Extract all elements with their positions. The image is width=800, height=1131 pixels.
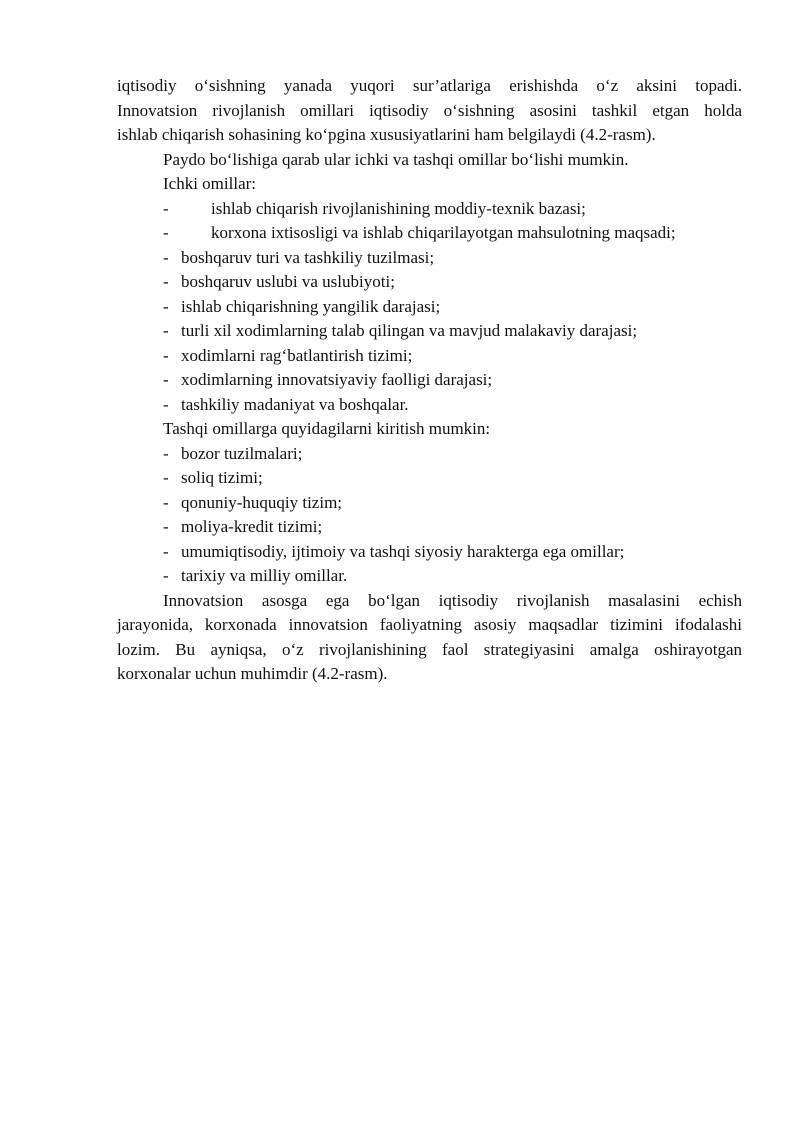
list-item-text: xodimlarni rag‘batlantirish tizimi; — [181, 345, 413, 365]
list-item — [117, 295, 742, 320]
list-dash: - — [163, 345, 169, 365]
list-item-text: boshqaruv turi va tashkiliy tuzilmasi; — [181, 247, 435, 267]
list-item-text: xodimlarning innovatsiyaviy faolligi darajasi; — [181, 370, 493, 389]
list-item — [117, 368, 742, 393]
list-dash: - — [163, 517, 169, 536]
paragraph-text: Paydo bo‘lishiga qarab ular ichki va tashqi omillar bo‘lishi mumkin. — [163, 149, 629, 169]
list-dash: - — [163, 394, 169, 414]
list-item-text: ishlab chiqarish rivojlanishining moddiy-texnik bazasi; — [211, 198, 586, 218]
paragraph-line: jarayonida, korxonada innovatsion faoliyatning asosiy maqsadlar tizimini ifodalashi — [117, 615, 742, 634]
list-item-text: bozor tuzilmalari; — [181, 443, 303, 463]
list-item — [117, 221, 742, 246]
list-dash: - — [163, 247, 169, 267]
list-item — [117, 197, 742, 222]
list-dash: - — [163, 296, 169, 316]
external-factors-heading: Tashqi omillarga quyidagilarni kiritish mumkin: — [163, 419, 491, 438]
paragraph-line: lozim. Bu ayniqsa, o‘z rivojlanishining faol strategiyasini amalga oshirayotgan — [117, 639, 742, 659]
list-item — [117, 319, 742, 344]
list-dash: - — [163, 443, 169, 463]
list-dash: - — [163, 370, 169, 389]
list-dash: - — [163, 272, 169, 291]
list-item-text: boshqaruv uslubi va uslubiyoti; — [181, 272, 395, 291]
list-item-text: tashkiliy madaniyat va boshqalar. — [181, 394, 409, 414]
list-item-text: qonuniy-huquqiy tizim; — [181, 492, 343, 512]
list-dash: - — [163, 321, 169, 340]
paragraph-line: ishlab chiqarish sohasining ko‘pgina xususiyatlarini ham belgilaydi (4.2-rasm). — [117, 125, 656, 144]
list-item — [117, 491, 742, 516]
paragraph-line: Innovatsion rivojlanish omillari iqtisodiy o‘sishning asosini tashkil etgan holda — [117, 100, 742, 120]
list-dash: - — [163, 223, 169, 242]
list-dash: - — [163, 566, 169, 585]
list-item — [117, 270, 742, 295]
list-item — [117, 515, 742, 540]
list-item-text: turli xil xodimlarning talab qilingan va mavjud malakaviy darajasi; — [181, 321, 638, 340]
list-dash: - — [163, 198, 169, 218]
list-dash: - — [163, 468, 169, 487]
list-item-text: umumiqtisodiy, ijtimoiy va tashqi siyosiy harakterga ega omillar; — [181, 541, 625, 561]
page-content — [117, 74, 742, 687]
list-item — [117, 442, 742, 467]
paragraph-line: Innovatsion asosga ega bo‘lgan iqtisodiy rivojlanish masalasini echish — [163, 590, 742, 610]
list-item — [117, 344, 742, 369]
list-item — [117, 246, 742, 271]
list-item — [117, 393, 742, 418]
internal-factors-heading: Ichki omillar: — [163, 174, 257, 193]
paragraph-line: iqtisodiy o‘sishning yanada yuqori sur’atlariga erishishda o‘z aksini topadi. — [117, 76, 742, 95]
list-dash: - — [163, 492, 169, 512]
list-item-text: moliya-kredit tizimi; — [181, 517, 323, 536]
list-dash: - — [163, 541, 169, 561]
list-item-text: ishlab chiqarishning yangilik darajasi; — [181, 296, 441, 316]
paragraph-line: korxonalar uchun muhimdir (4.2-rasm). — [117, 664, 388, 683]
list-item-text: korxona ixtisosligi va ishlab chiqarilayotgan mahsulotning maqsadi; — [211, 223, 676, 242]
list-item-text: tarixiy va milliy omillar. — [181, 566, 348, 585]
list-item — [117, 540, 742, 565]
list-item — [117, 564, 742, 589]
list-item — [117, 466, 742, 491]
list-item-text: soliq tizimi; — [181, 468, 263, 487]
